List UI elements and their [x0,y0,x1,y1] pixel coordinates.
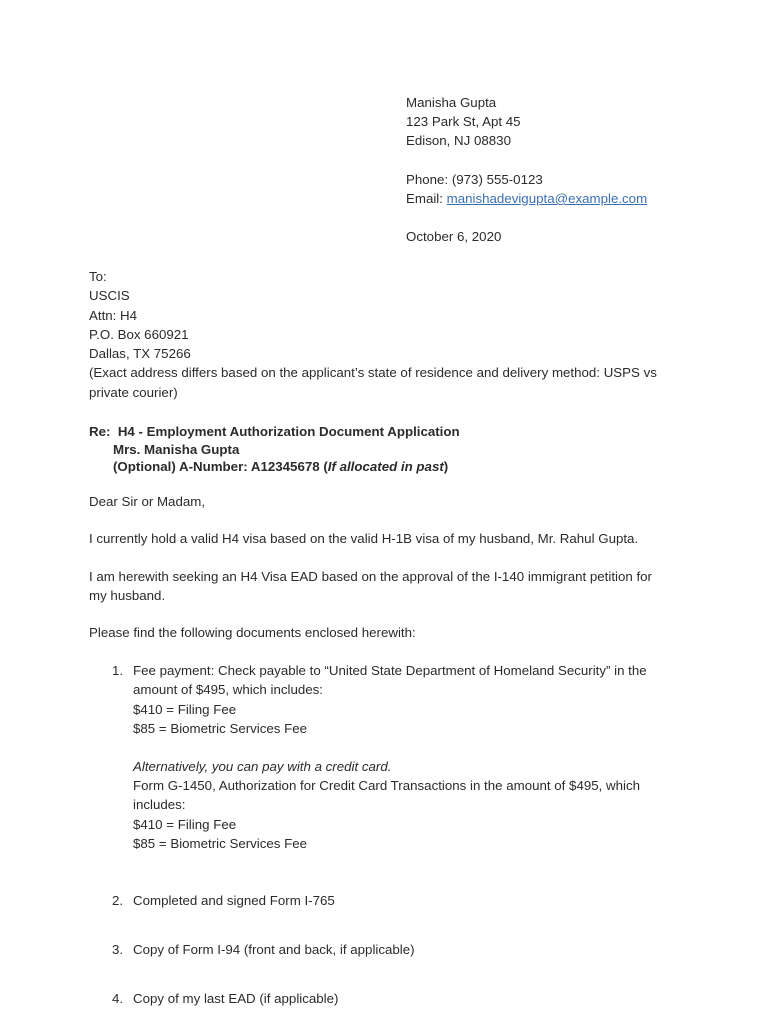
recipient-po-box: P.O. Box 660921 [89,326,189,342]
list-item [89,891,673,910]
spacer [89,959,673,989]
recipient-agency: USCIS [89,288,130,304]
subject-line-1 [89,423,673,441]
list-item-marker: 4. [112,991,124,1007]
list-item [89,989,673,1008]
sender-city-state-zip: Edison, NJ 08830 [406,133,511,149]
recipient-city-state-zip: Dallas, TX 75266 [89,346,191,362]
alternative-payment-note: Alternatively, you can pay with a credit card. [133,758,392,774]
recipient-address-note: (Exact address differs based on the applicant’s state of residence and delivery method: USPS vs private courier) [89,365,657,400]
email-label: Email: [406,191,443,206]
list-item [89,661,673,854]
sender-address-block [406,93,706,247]
spacer [406,208,706,227]
list-item-text: Completed and signed Form I-765 [133,892,335,908]
list-item-marker: 2. [112,892,124,908]
sender-name: Manisha Gupta [406,95,497,110]
enclosure-list [89,661,673,1009]
list-item-marker: 1. [112,662,124,678]
sender-street: 123 Park St, Apt 45 [406,114,521,130]
sender-email-line [406,189,706,208]
spacer [133,739,673,757]
fee-filing-card: $410 = Filing Fee [133,816,237,832]
form-g1450-text: Form G-1450, Authorization for Credit Card Transactions in the amount of $495, which includes: [133,777,641,813]
list-item-text: Copy of Form I-94 (front and back, if applicable) [133,941,415,957]
spacer [89,910,673,940]
body-paragraph-2: I am herewith seeking an H4 Visa EAD based on the approval of the I-140 immigrant petition for my husband. [89,568,652,604]
body-paragraph-3: Please find the following documents enclosed herewith: [89,625,416,641]
fee-biometric-card: $85 = Biometric Services Fee [133,836,308,852]
recipient-to-label: To: [89,269,107,284]
list-item-marker: 3. [112,941,124,957]
letter-body [89,267,673,1009]
subject-a-number-close: ) [443,459,449,475]
subject-block [89,423,673,476]
fee-filing-check: $410 = Filing Fee [133,701,237,717]
salutation: Dear Sir or Madam, [89,493,206,509]
spacer [89,476,673,492]
subject-title: H4 - Employment Authorization Document Application [117,424,460,440]
recipient-address-block [89,267,673,402]
spacer [89,402,673,423]
spacer [89,643,673,661]
list-item-text: Fee payment: Check payable to “United State Department of Homeland Security” in the amount of $495, which includes: [133,662,647,698]
list-item-text: Copy of my last EAD (if applicable) [133,991,339,1007]
spacer [406,151,706,170]
subject-a-number-note: If allocated in past [327,459,444,475]
subject-re-prefix: Re: [89,424,111,440]
body-paragraph-1: I currently hold a valid H4 visa based on the valid H-1B visa of my husband, Mr. Rahul Gupta. [89,531,639,547]
sender-phone: Phone: (973) 555-0123 [406,171,543,187]
subject-line-3 [89,458,673,476]
email-link[interactable]: manishadevigupta@example.com [446,191,648,206]
letter-date: October 6, 2020 [406,229,502,245]
subject-line-2: Mrs. Manisha Gupta [113,441,240,457]
recipient-attn: Attn: H4 [89,307,138,323]
fee-biometric-check: $85 = Biometric Services Fee [133,721,308,737]
subject-a-number: (Optional) A-Number: A12345678 ( [113,459,328,475]
spacer [89,854,673,891]
list-item [89,940,673,959]
